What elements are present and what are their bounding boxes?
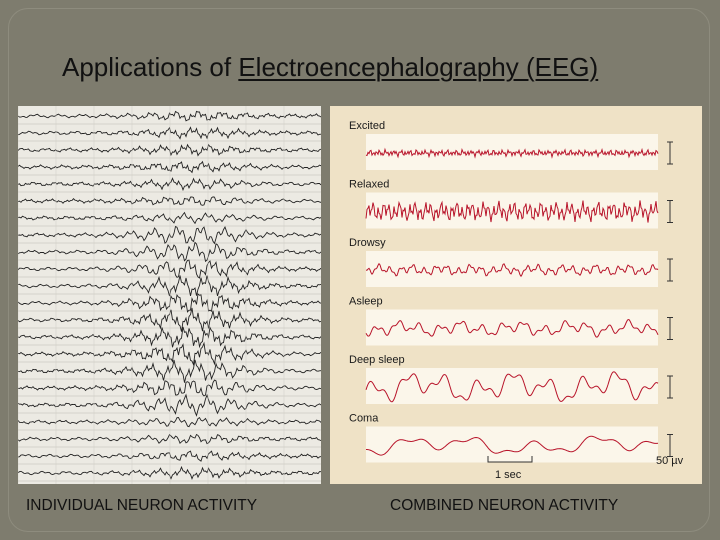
paper-eeg-trace xyxy=(18,127,321,138)
left-caption: INDIVIDUAL NEURON ACTIVITY xyxy=(26,497,258,514)
paper-eeg-trace xyxy=(18,145,321,156)
state-label: Excited xyxy=(349,120,386,132)
paper-eeg-trace xyxy=(18,380,321,396)
paper-eeg-trace xyxy=(18,294,321,312)
paper-eeg-trace xyxy=(18,197,321,205)
trace-band xyxy=(366,251,658,287)
paper-eeg-trace xyxy=(18,260,321,278)
paper-eeg-trace xyxy=(18,162,321,173)
amplitude-bar xyxy=(667,142,673,164)
trace-band xyxy=(366,310,658,346)
trace-band xyxy=(366,193,658,229)
amplitude-bar xyxy=(667,201,673,223)
amplitude-bar xyxy=(667,259,673,281)
title-prefix: Applications of xyxy=(62,52,239,82)
amplitude-bar xyxy=(667,435,673,457)
eeg-paper-traces xyxy=(18,106,321,484)
trace-band xyxy=(366,368,658,404)
state-label: Relaxed xyxy=(349,178,390,191)
paper-eeg-trace xyxy=(18,418,321,427)
paper-eeg-trace xyxy=(18,213,321,224)
paper-eeg-trace xyxy=(18,242,321,261)
trace-band xyxy=(366,427,658,463)
paper-eeg-trace xyxy=(18,467,321,479)
right-caption: COMBINED NEURON ACTIVITY xyxy=(390,497,619,514)
amplitude-bar xyxy=(667,376,673,398)
state-label: Drowsy xyxy=(349,237,386,249)
paper-eeg-trace xyxy=(18,327,321,347)
paper-eeg-trace xyxy=(18,395,321,416)
paper-eeg-trace xyxy=(18,227,321,244)
eeg-states-svg xyxy=(330,106,702,484)
eeg-paper-recording-photo xyxy=(18,106,321,484)
state-label: Coma xyxy=(349,412,379,425)
state-label: Asleep xyxy=(349,295,383,308)
amplitude-bar xyxy=(667,318,673,340)
paper-eeg-trace xyxy=(18,451,321,461)
time-scale-label: 1 sec xyxy=(495,469,522,481)
paper-eeg-trace xyxy=(18,343,321,365)
title-underlined: Electroencephalography (EEG) xyxy=(238,52,599,82)
slide-title xyxy=(62,52,702,83)
paper-eeg-trace xyxy=(18,276,321,297)
paper-eeg-trace xyxy=(18,111,321,120)
amplitude-scale-label: 50 µv xyxy=(656,455,684,467)
paper-eeg-trace xyxy=(18,435,321,444)
eeg-states-chart xyxy=(330,106,702,484)
state-label: Deep sleep xyxy=(349,354,405,366)
paper-eeg-trace xyxy=(18,178,321,190)
